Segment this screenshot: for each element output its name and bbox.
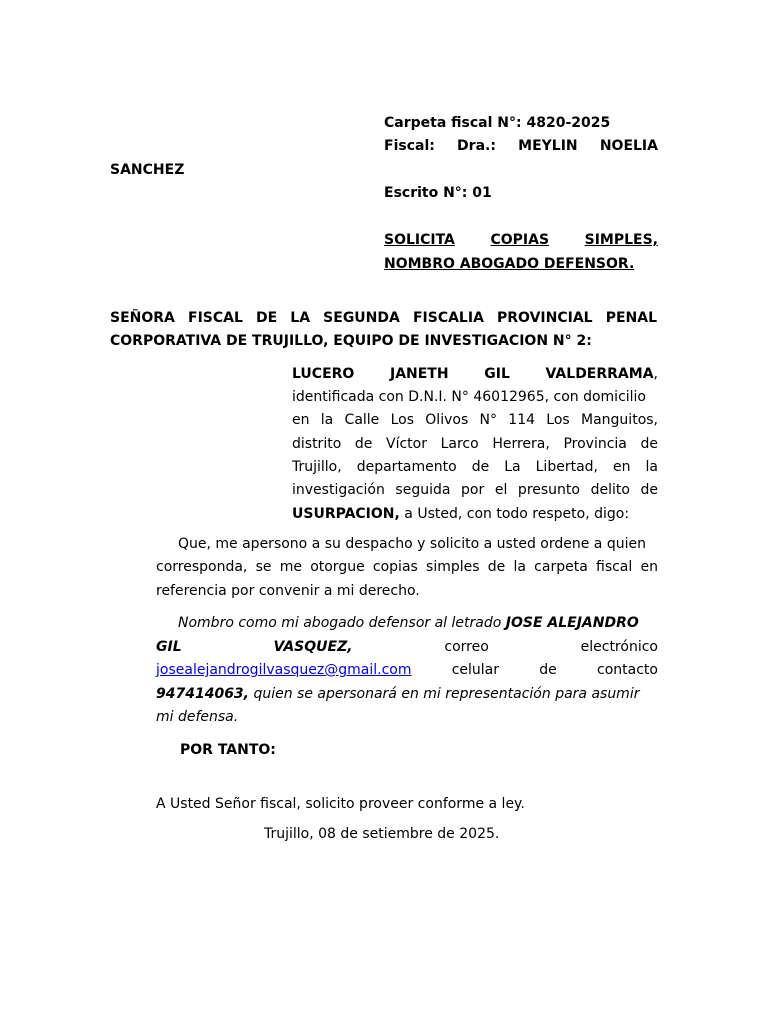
para1-line-3: referencia por convenir a mi derecho. — [156, 583, 420, 599]
fiscal-surname: SANCHEZ — [110, 162, 185, 178]
intro-line-2: identificada con D.N.I. N° 46012965, con domicilio — [292, 389, 646, 405]
para2-word: correo — [444, 639, 489, 655]
para2-word: contacto — [597, 662, 658, 678]
sumilla-line-1 — [384, 232, 658, 248]
addressee-word: DE — [256, 310, 278, 326]
intro-name-line — [292, 366, 658, 382]
lawyer-name-word: VASQUEZ, — [273, 639, 353, 655]
place-date: Trujillo, 08 de setiembre de 2025. — [264, 826, 500, 842]
addressee-word: SEGUNDA — [323, 310, 400, 326]
intro-line-5: Trujillo, departamento de La Libertad, en la — [292, 459, 658, 475]
lawyer-phone: 947414063, — [156, 686, 249, 702]
fiscal-word: Dra.: — [457, 138, 496, 154]
client-name-word: LUCERO — [292, 366, 355, 382]
crime-name: USURPACION, — [292, 506, 400, 522]
para2-line-4 — [156, 686, 639, 702]
para2-word: de — [539, 662, 557, 678]
para2-line-3 — [156, 662, 658, 678]
para2-line-5: mi defensa. — [156, 709, 239, 725]
para2-line-4-rest: quien se apersonará en mi representación para asumir — [249, 686, 640, 702]
comma: , — [653, 366, 658, 382]
lawyer-email-link[interactable]: josealejandrogilvasquez@gmail.com — [156, 662, 412, 678]
intro-line-4: distrito de Víctor Larco Herrera, Provincia de — [292, 436, 658, 452]
sumilla-word: COPIAS — [490, 232, 550, 248]
intro-line-6: investigación seguida por el presunto delito de — [292, 482, 658, 498]
addressee-line-1 — [110, 310, 657, 326]
addressee-word: PROVINCIAL — [497, 310, 593, 326]
fiscal-word: Fiscal: — [384, 138, 435, 154]
para2-word: celular — [451, 662, 500, 678]
por-tanto-heading: POR TANTO: — [180, 742, 276, 758]
para1-line-1: Que, me apersono a su despacho y solicito a usted ordene a quien — [178, 536, 646, 552]
closing-request: A Usted Señor fiscal, solicito proveer conforme a ley. — [156, 796, 525, 812]
carpeta-fiscal-number: Carpeta fiscal N°: 4820-2025 — [384, 115, 611, 131]
addressee-word: LA — [290, 310, 311, 326]
para2-word: electrónico — [580, 639, 658, 655]
intro-line-7-rest: a Usted, con todo respeto, digo: — [399, 506, 630, 522]
para2-line-2 — [156, 639, 658, 655]
client-name-last — [546, 366, 658, 382]
client-name-word: GIL — [484, 366, 510, 382]
fiscal-line — [384, 138, 658, 154]
addressee-word: PENAL — [605, 310, 657, 326]
lawyer-name: JOSE ALEJANDRO — [505, 615, 639, 631]
sumilla-word: SIMPLES, — [584, 232, 658, 248]
addressee-line-2: CORPORATIVA DE TRUJILLO, EQUIPO DE INVESTIGACION N° 2: — [110, 333, 592, 349]
sumilla-line-2: NOMBRO ABOGADO DEFENSOR. — [384, 256, 635, 272]
fiscal-word: MEYLIN — [518, 138, 578, 154]
intro-line-3: en la Calle Los Olivos N° 114 Los Manguitos, — [292, 412, 658, 428]
escrito-number: Escrito N°: 01 — [384, 185, 492, 201]
fiscal-word: NOELIA — [599, 138, 658, 154]
intro-line-7 — [292, 506, 629, 522]
para2-line-1-text: Nombro como mi abogado defensor al letrado — [178, 615, 506, 631]
addressee-word: FISCALIA — [412, 310, 484, 326]
client-name-word: JANETH — [389, 366, 449, 382]
para1-line-2: corresponda, se me otorgue copias simples de la carpeta fiscal en — [156, 559, 658, 575]
addressee-word: SEÑORA — [110, 310, 175, 326]
addressee-word: FISCAL — [188, 310, 243, 326]
lawyer-name-word: GIL — [156, 639, 182, 655]
para2-line-1 — [178, 615, 639, 631]
client-name-word: VALDERRAMA — [545, 366, 654, 382]
sumilla-word: SOLICITA — [384, 232, 455, 248]
